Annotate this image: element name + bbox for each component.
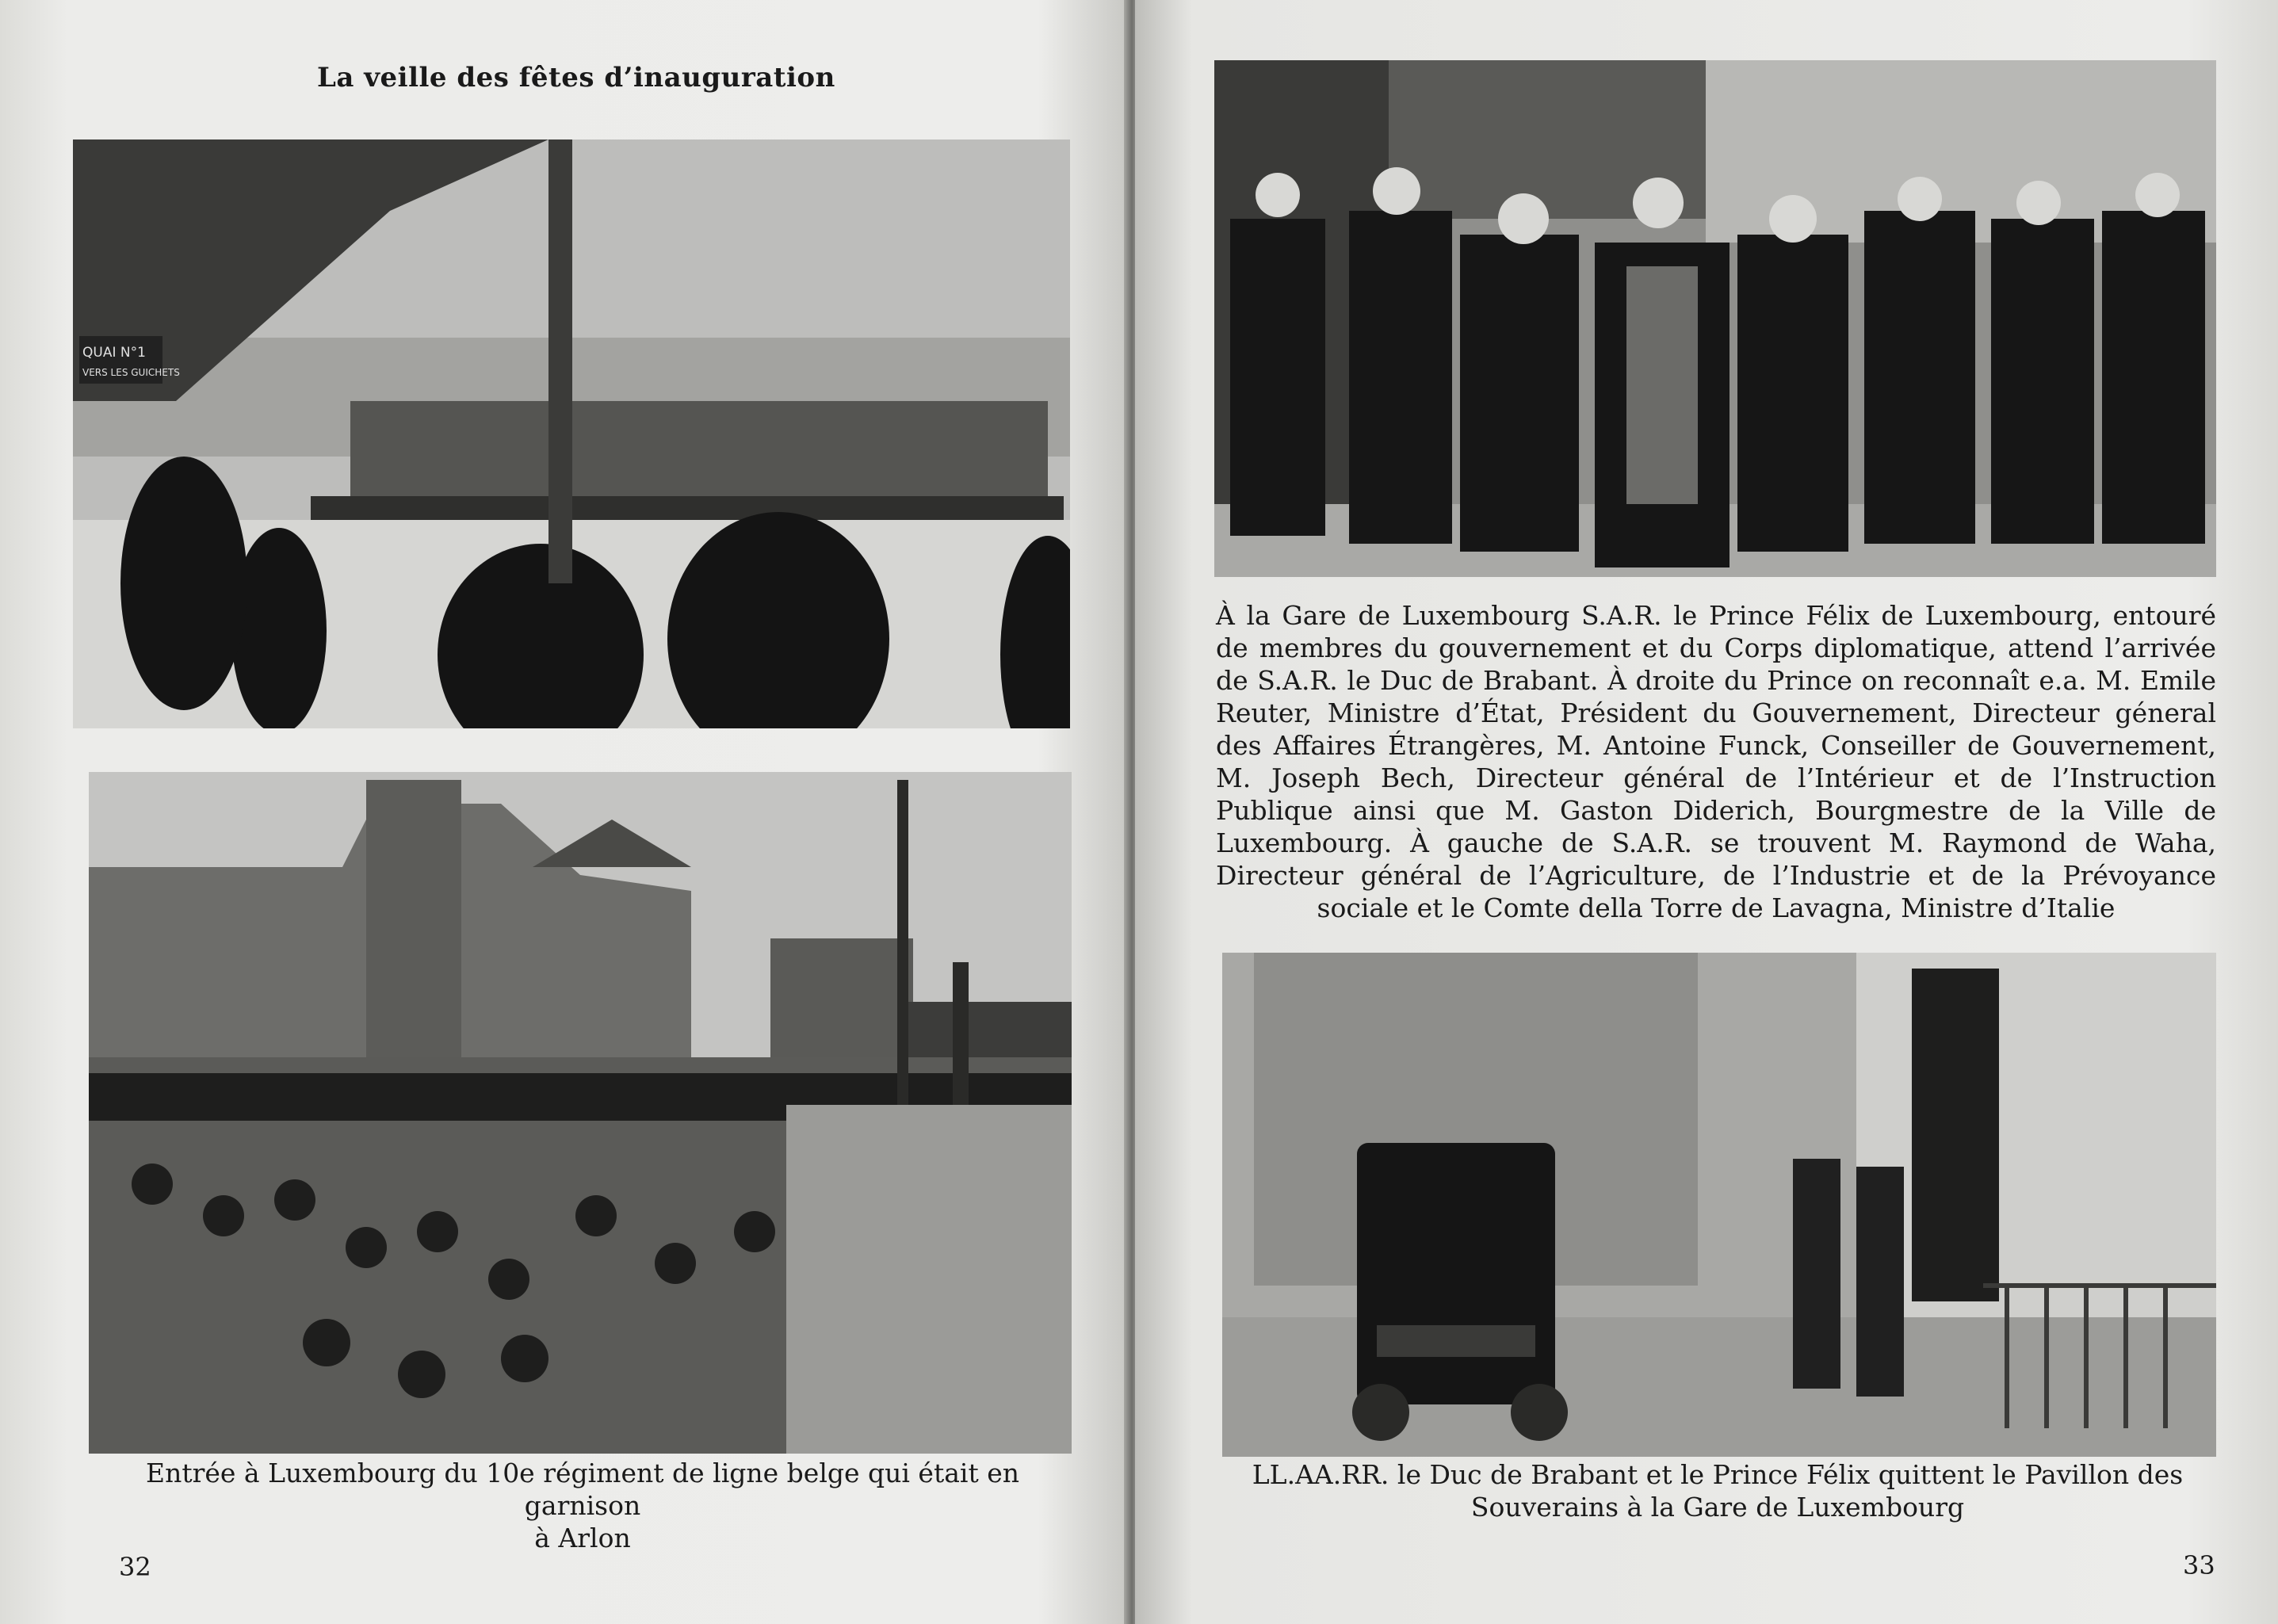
page-header: La veille des fêtes d’inauguration	[317, 62, 835, 94]
photo-station-platform	[73, 139, 1070, 728]
photo-pavilion-car	[1222, 953, 2216, 1457]
photo-regiment-entry	[89, 772, 1072, 1454]
regiment-caption-line1: Entrée à Luxembourg du 10e régiment de ligne belge qui était en garnison	[146, 1458, 1019, 1521]
regiment-caption	[103, 1457, 1062, 1554]
pavilion-caption-line1: LL.AA.RR. le Duc de Brabant et le Prince Félix quittent le Pavillon des	[1252, 1459, 2184, 1490]
pavilion-caption	[1217, 1458, 2218, 1523]
pavilion-photo-drawing	[1222, 953, 2216, 1457]
page-number-right: 33	[2183, 1550, 2215, 1580]
right-page	[1135, 0, 2278, 1624]
quai-sign-text: QUAI N°1	[82, 345, 146, 361]
platform-photo-drawing	[73, 139, 1070, 728]
regiment-caption-line2: à Arlon	[534, 1523, 631, 1553]
dignitaries-caption	[1216, 599, 2216, 924]
pavilion-caption-line2: Souverains à la Gare de Luxembourg	[1470, 1492, 1965, 1523]
photo-dignitaries	[1214, 60, 2216, 577]
svg-text:VERS LES GUICHETS: VERS LES GUICHETS	[82, 367, 180, 378]
left-page	[0, 0, 1129, 1624]
dignitaries-caption-text: À la Gare de Luxembourg S.A.R. le Prince Félix de Luxembourg, entouré de membres du gouvernement et du Corps diplomatique, attend l’arrivée de S.A.R. le Duc de Brabant. À droite du Prince on reconnaît e.a. M. Emile Reuter, Ministre d’État, Président du Gouvernement, Directeur géneral des Affaires Étrangères, M. Antoine Funck, Conseiller de Gouvernement, M. Joseph Bech, Directeur général de l’Intérieur et de l’Instruction Publique ainsi que M. Gaston Diderich, Bourgmestre de la Ville de Luxembourg. À gauche de S.A.R. se trouvent M. Raymond de Waha, Directeur général de l’Agriculture, de l’Industrie et de la Prévoyance sociale et le Comte della Torre de Lavagna, Ministre d’Italie	[1216, 600, 2216, 923]
page-number-left: 32	[119, 1552, 151, 1582]
dignitaries-photo-drawing	[1214, 60, 2216, 577]
regiment-photo-drawing	[89, 772, 1072, 1454]
